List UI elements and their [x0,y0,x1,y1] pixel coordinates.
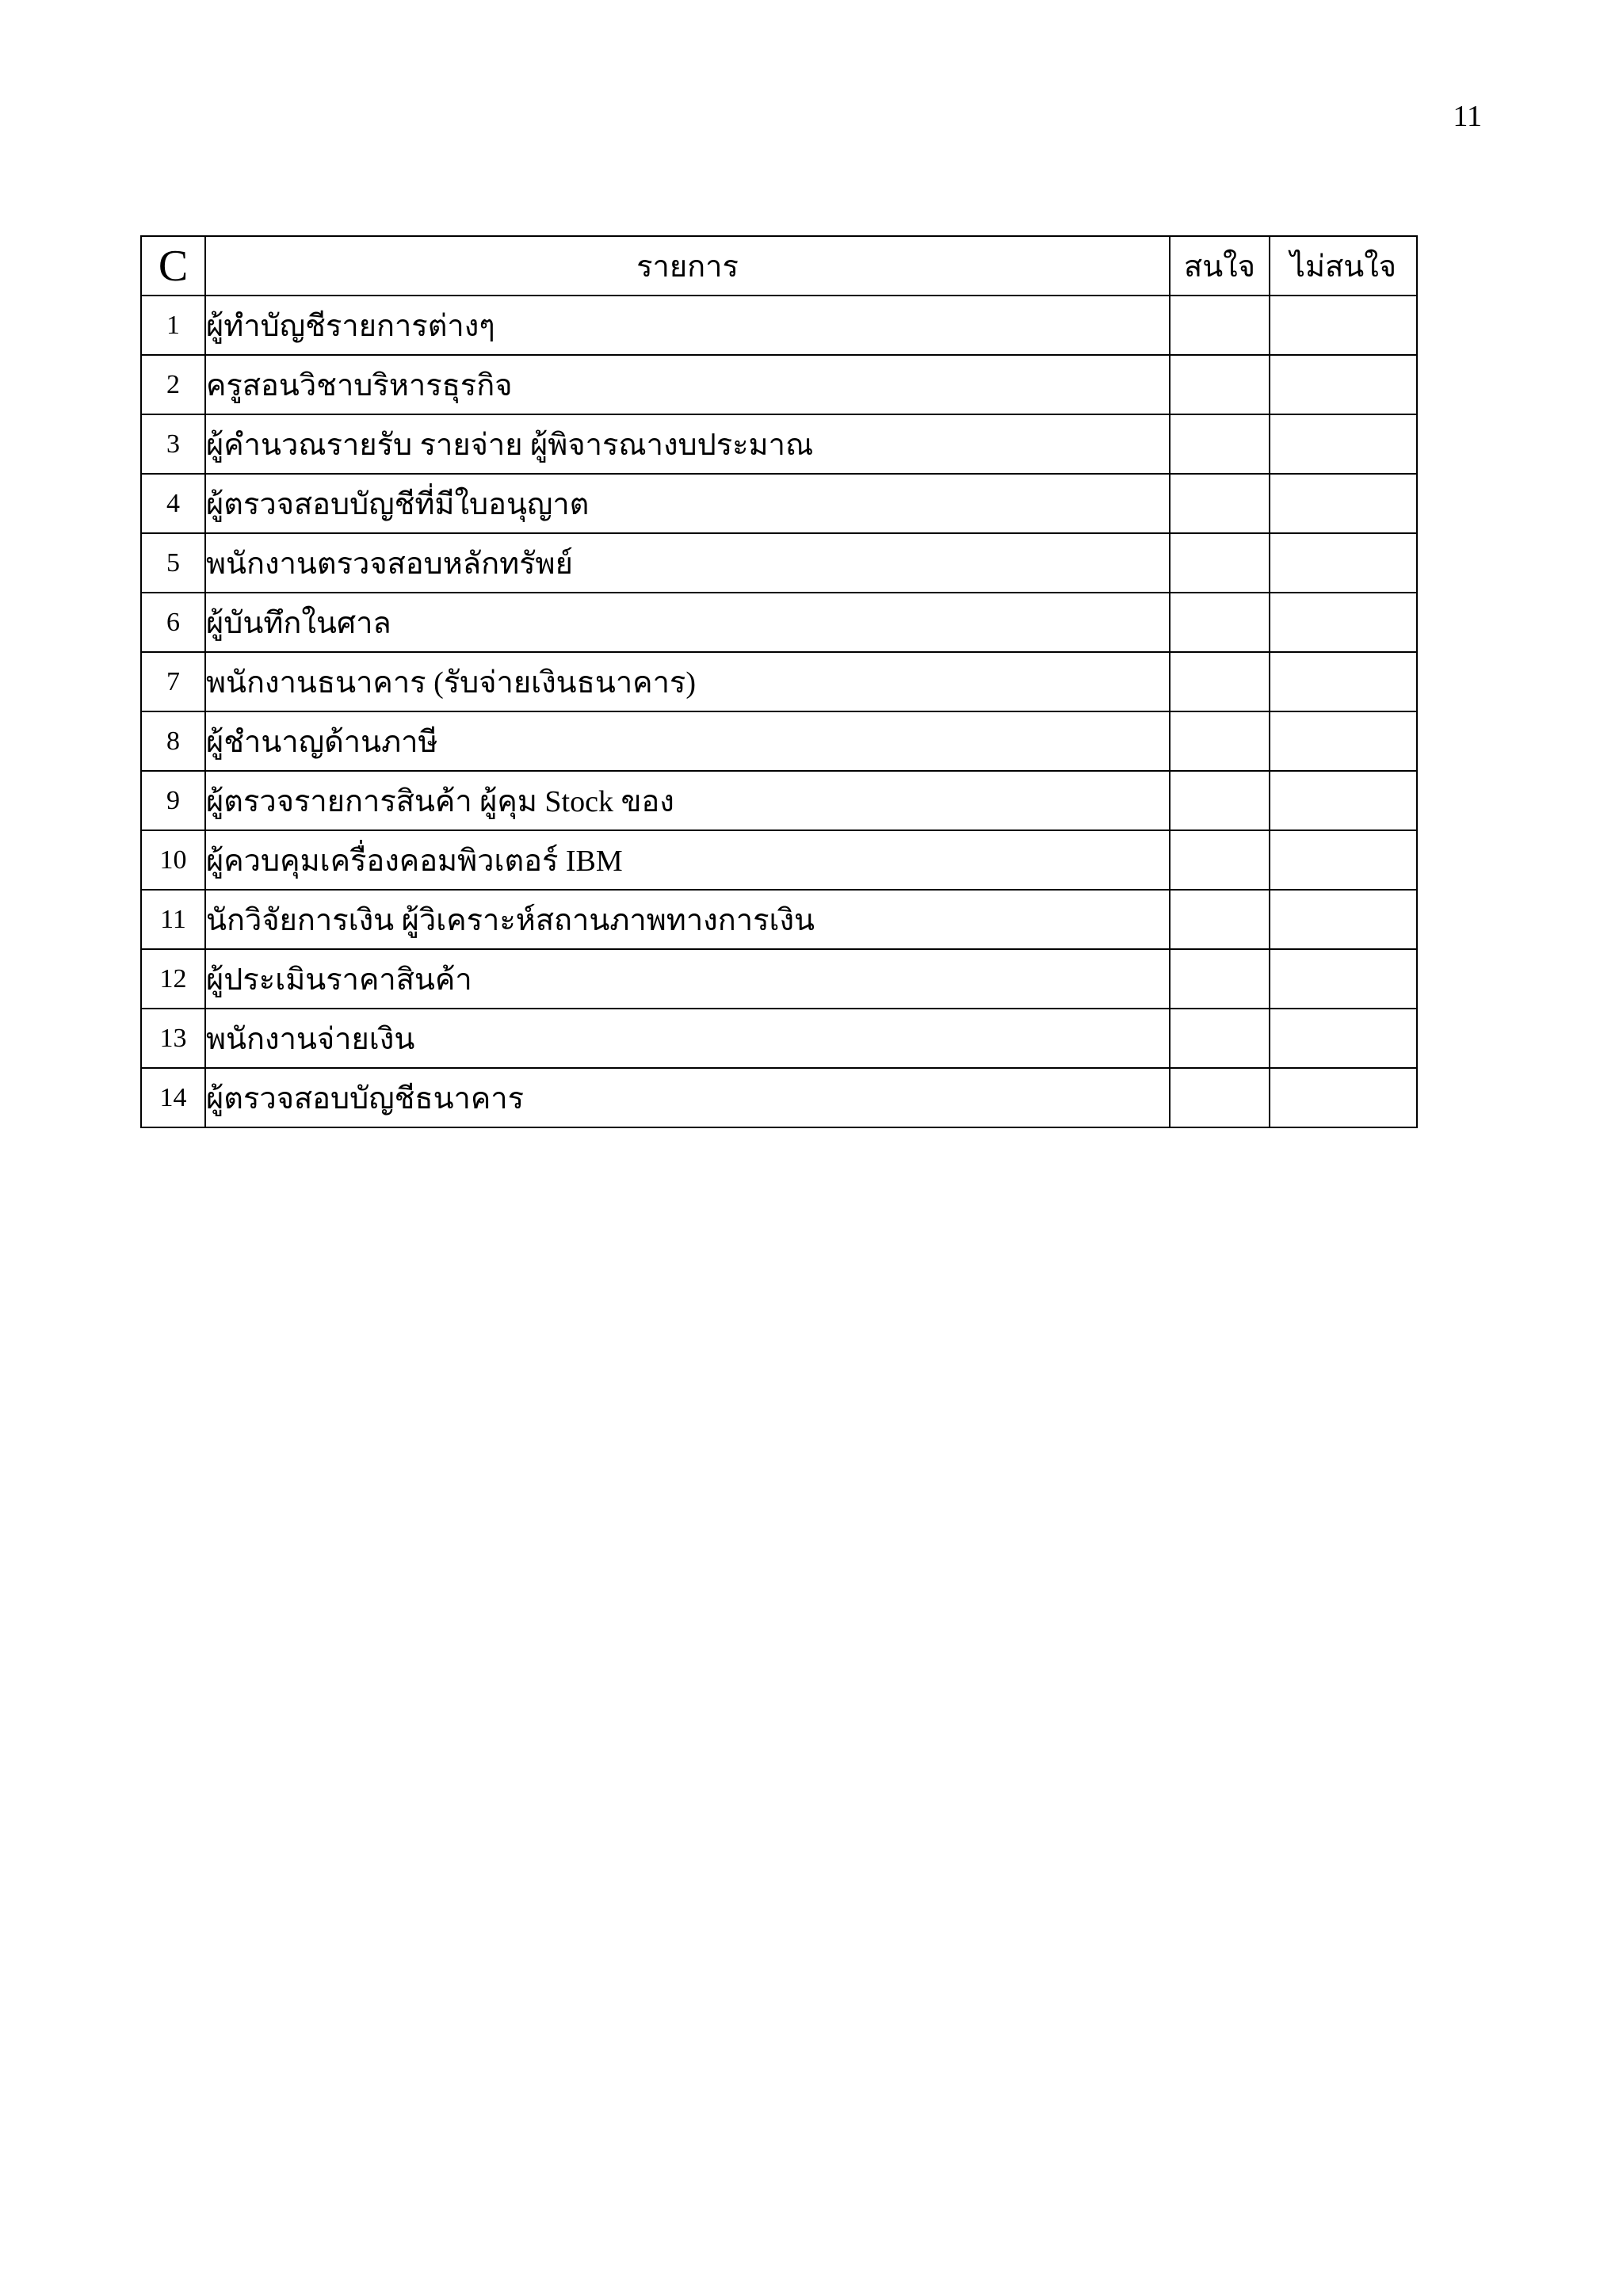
table-row [141,830,1417,890]
table-row [141,414,1417,474]
table-row [141,771,1417,830]
table-row [141,593,1417,652]
header-code: C [141,236,205,296]
not-interested-checkbox-cell[interactable] [1270,414,1417,474]
row-number: 10 [141,830,205,890]
row-number: 3 [141,414,205,474]
interested-checkbox-cell[interactable] [1170,355,1270,414]
row-item-label: ผู้ทำบัญชีรายการต่างๆ [205,296,1170,355]
not-interested-checkbox-cell[interactable] [1270,533,1417,593]
table-row [141,652,1417,711]
interested-checkbox-cell[interactable] [1170,296,1270,355]
interested-checkbox-cell[interactable] [1170,1009,1270,1068]
table-header-row [141,236,1417,296]
header-not-interested: ไม่สนใจ [1270,236,1417,296]
interested-checkbox-cell[interactable] [1170,533,1270,593]
row-number: 1 [141,296,205,355]
not-interested-checkbox-cell[interactable] [1270,296,1417,355]
table-row [141,533,1417,593]
not-interested-checkbox-cell[interactable] [1270,830,1417,890]
row-item-label: ผู้ตรวจรายการสินค้า ผู้คุม Stock ของ [205,771,1170,830]
interested-checkbox-cell[interactable] [1170,830,1270,890]
interested-checkbox-cell[interactable] [1170,949,1270,1009]
interested-checkbox-cell[interactable] [1170,771,1270,830]
row-number: 14 [141,1068,205,1127]
row-number: 12 [141,949,205,1009]
interested-checkbox-cell[interactable] [1170,474,1270,533]
not-interested-checkbox-cell[interactable] [1270,711,1417,771]
career-interest-table [140,235,1418,1128]
page-number: 11 [1453,100,1482,133]
not-interested-checkbox-cell[interactable] [1270,1009,1417,1068]
row-item-label: ผู้ตรวจสอบบัญชีที่มีใบอนุญาต [205,474,1170,533]
row-item-label: ผู้ตรวจสอบบัญชีธนาคาร [205,1068,1170,1127]
row-item-label: ผู้คำนวณรายรับ รายจ่าย ผู้พิจารณางบประมาณ [205,414,1170,474]
not-interested-checkbox-cell[interactable] [1270,771,1417,830]
header-item: รายการ [205,236,1170,296]
table-row [141,355,1417,414]
row-number: 4 [141,474,205,533]
not-interested-checkbox-cell[interactable] [1270,474,1417,533]
not-interested-checkbox-cell[interactable] [1270,355,1417,414]
table-row [141,1009,1417,1068]
row-number: 8 [141,711,205,771]
row-item-label: ครูสอนวิชาบริหารธุรกิจ [205,355,1170,414]
row-number: 6 [141,593,205,652]
table-row [141,890,1417,949]
not-interested-checkbox-cell[interactable] [1270,1068,1417,1127]
table-row [141,711,1417,771]
row-item-label: พนักงานธนาคาร (รับจ่ายเงินธนาคาร) [205,652,1170,711]
table-row [141,1068,1417,1127]
row-item-label: ผู้ชำนาญด้านภาษี [205,711,1170,771]
interested-checkbox-cell[interactable] [1170,414,1270,474]
row-item-label: พนักงานตรวจสอบหลักทรัพย์ [205,533,1170,593]
not-interested-checkbox-cell[interactable] [1270,890,1417,949]
row-number: 5 [141,533,205,593]
interested-checkbox-cell[interactable] [1170,711,1270,771]
interested-checkbox-cell[interactable] [1170,593,1270,652]
row-item-label: นักวิจัยการเงิน ผู้วิเคราะห์สถานภาพทางการเงิน [205,890,1170,949]
row-item-label: พนักงานจ่ายเงิน [205,1009,1170,1068]
table-body [141,296,1417,1127]
row-number: 7 [141,652,205,711]
table-row [141,296,1417,355]
interested-checkbox-cell[interactable] [1170,1068,1270,1127]
header-interested: สนใจ [1170,236,1270,296]
row-number: 13 [141,1009,205,1068]
interested-checkbox-cell[interactable] [1170,652,1270,711]
row-item-label: ผู้ประเมินราคาสินค้า [205,949,1170,1009]
row-item-label: ผู้บันทึกในศาล [205,593,1170,652]
table-row [141,949,1417,1009]
row-number: 9 [141,771,205,830]
row-item-label: ผู้ควบคุมเครื่องคอมพิวเตอร์ IBM [205,830,1170,890]
row-number: 2 [141,355,205,414]
not-interested-checkbox-cell[interactable] [1270,949,1417,1009]
table-row [141,474,1417,533]
not-interested-checkbox-cell[interactable] [1270,652,1417,711]
not-interested-checkbox-cell[interactable] [1270,593,1417,652]
row-number: 11 [141,890,205,949]
interested-checkbox-cell[interactable] [1170,890,1270,949]
